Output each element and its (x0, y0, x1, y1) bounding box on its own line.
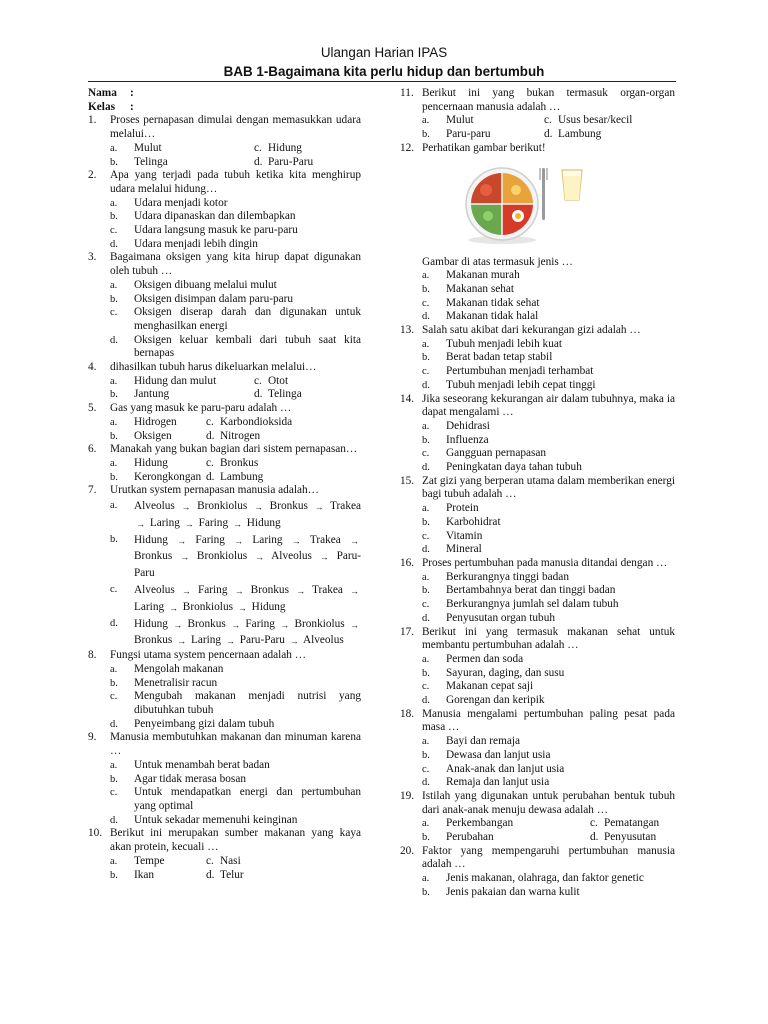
arrow-right-icon: → (232, 518, 242, 529)
option-d[interactable]: d. Makanan tidak halal (422, 310, 539, 323)
question-7 (88, 484, 361, 649)
class-colon: : (130, 100, 134, 113)
question-18 (400, 708, 675, 790)
option-c[interactable]: c. Anak-anak dan lanjut usia (422, 762, 565, 775)
question-stem: dihasilkan tubuh harus dikeluarkan melalui… (110, 361, 317, 374)
question-stem: Istilah yang digunakan untuk perubahan bentuk tubuh dari anak-anak menuju dewasa adalah … (422, 789, 675, 816)
option-a[interactable]: a. Berkurangnya tinggi badan (422, 570, 569, 583)
sequence-item: Alveolus (134, 500, 175, 513)
question-5 (88, 402, 361, 443)
question-stem: Proses pertumbuhan pada manusia ditandai dengan … (422, 556, 668, 569)
question-number: 18. (400, 707, 415, 720)
arrow-right-icon: → (234, 535, 244, 546)
arrow-right-icon: → (231, 619, 241, 630)
sequence-item: Faring (197, 584, 228, 597)
class-label: Kelas (88, 100, 115, 113)
option-c[interactable]: c. Makanan cepat saji (422, 680, 534, 693)
sequence-item: Hidung (251, 600, 286, 613)
question-number: 12. (400, 141, 415, 154)
question-stem: Berikut ini yang termasuk makanan sehat untuk membantu pertumbuhan adalah … (422, 625, 675, 652)
option-d[interactable]: d. Tubuh menjadi lebih cepat tinggi (422, 378, 596, 391)
question-number: 15. (400, 474, 415, 487)
question-4 (88, 361, 361, 402)
option-b[interactable]: b. Oksigen (110, 429, 172, 442)
question-stem: Jika seseorang kekurangan air dalam tubuhnya, maka ia dapat mengalami … (422, 392, 675, 419)
sequence-item: Bronkus (134, 634, 173, 647)
question-stem: Berikut ini yang bukan termasuk organ-organ pencernaan manusia adalah … (422, 87, 675, 113)
question-number: 6. (88, 443, 97, 456)
option-c[interactable]: c. Makanan tidak sehat (422, 296, 540, 309)
option-c[interactable]: c. Udara langsung masuk ke paru-paru (110, 224, 298, 237)
question-20 (400, 845, 675, 900)
question-stem: Manusia membutuhkan makanan dan minuman karena … (110, 731, 361, 758)
option-c[interactable]: c. Alveolus → Faring → Bronkus → Trakea → Laring → Bronkiolus → Hidung (110, 582, 361, 616)
option-b[interactable]: b. Jantung (110, 388, 170, 401)
option-a[interactable]: a. Permen dan soda (422, 652, 524, 665)
right-column (400, 87, 675, 900)
option-c[interactable]: c. Otot (254, 374, 289, 387)
name-field[interactable] (88, 87, 361, 101)
option-a[interactable]: a. Hidrogen (110, 415, 177, 428)
sequence-item: Laring (149, 516, 180, 529)
option-d[interactable]: d. Oksigen keluar kembali dari tubuh saat kita bernapas (110, 333, 361, 360)
option-d[interactable]: d. Hidung → Bronkus → Faring → Bronkiolus → Bronkus → Laring → Paru-Paru → Alveolus (110, 616, 361, 650)
question-number: 19. (400, 789, 415, 802)
sequence-item: Bronkiolus (196, 550, 248, 563)
option-d[interactable]: d. Nitrogen (206, 429, 261, 442)
question-stem: Faktor yang mempengaruhi pertumbuhan manusia adalah … (422, 844, 675, 871)
question-11 (400, 87, 675, 142)
option-a[interactable]: a. Mulut (110, 141, 162, 154)
option-a[interactable]: a. Udara menjadi kotor (110, 196, 228, 209)
option-b[interactable]: b. Bertambahnya berat dan tinggi badan (422, 584, 616, 597)
sequence-item: Laring (252, 533, 283, 546)
option-d[interactable]: d. Penyusutan (590, 831, 657, 844)
option-d[interactable]: d. Paru-Paru (254, 155, 314, 168)
question-2 (88, 169, 361, 251)
sequence-item: Faring (195, 533, 225, 546)
option-b[interactable]: b. Karbohidrat (422, 515, 501, 528)
arrow-right-icon: → (350, 619, 359, 630)
sequence-item: Bronkus (187, 617, 226, 630)
arrow-right-icon: → (225, 636, 235, 647)
question-number: 13. (400, 324, 415, 337)
question-number: 8. (88, 649, 97, 662)
arrow-right-icon: → (350, 586, 360, 597)
question-16 (400, 557, 675, 626)
option-a[interactable]: a. Jenis makanan, olahraga, dan faktor genetic (422, 872, 644, 885)
option-d[interactable]: d. Untuk sekadar memenuhi keinginan (110, 813, 298, 826)
option-b[interactable]: b. Kerongkongan (110, 470, 202, 483)
option-b[interactable]: b. Influenza (422, 433, 489, 446)
option-c[interactable]: c. Oksigen diserap darah dan digunakan untuk menghasilkan energi (110, 306, 361, 332)
question-stem: Gas yang masuk ke paru-paru adalah … (110, 402, 292, 415)
arrow-right-icon: → (350, 535, 360, 546)
question-19 (400, 790, 675, 845)
sequence-item: Paru-Paru (134, 550, 362, 580)
arrow-right-icon: → (314, 502, 324, 513)
option-a[interactable]: a. Untuk menambah berat badan (110, 758, 270, 771)
header-divider (88, 81, 676, 82)
question-number: 11. (400, 87, 414, 99)
class-field[interactable] (88, 101, 361, 115)
sequence-item: Faring (198, 516, 229, 529)
question-15 (400, 475, 675, 557)
option-b[interactable]: b. Dewasa dan lanjut usia (422, 748, 551, 761)
sequence-item: Alveolus (134, 584, 175, 597)
question-number: 9. (88, 731, 97, 744)
option-a[interactable]: a. Hidung (110, 456, 168, 469)
sequence-item: Hidung (246, 516, 281, 529)
arrow-right-icon: → (280, 619, 290, 630)
option-c[interactable]: c. Nasi (206, 854, 241, 867)
option-a[interactable]: a. Mulut (422, 114, 474, 127)
option-a[interactable]: a. Mengolah makanan (110, 662, 224, 675)
arrow-right-icon: → (184, 518, 194, 529)
question-stem: Bagaimana oksigen yang kita hirup dapat digunakan oleh tubuh … (110, 251, 361, 278)
question-9 (88, 731, 361, 827)
question-number: 3. (88, 251, 97, 264)
sequence-item: Hidung (134, 617, 168, 630)
sequence-item: Bronkus (250, 584, 289, 597)
question-stem: Urutkan system pernapasan manusia adalah… (110, 484, 319, 497)
sequence-item: Bronkus (134, 550, 173, 563)
option-d[interactable]: d. Mineral (422, 543, 482, 556)
question-17 (400, 626, 675, 708)
sequence-item: Bronkiolus (294, 617, 345, 630)
question-number: 4. (88, 361, 97, 374)
arrow-right-icon: → (296, 586, 306, 597)
question-stem: Salah satu akibat dari kekurangan gizi adalah … (422, 324, 641, 337)
page-subtitle: BAB 1-Bagaimana kita perlu hidup dan bertumbuh (223, 64, 545, 79)
option-c[interactable]: c. Vitamin (422, 529, 483, 542)
option-d[interactable]: d. Gorengan dan keripik (422, 694, 545, 707)
question-stem: Proses pernapasan dimulai dengan memasukkan udara melalui… (110, 114, 361, 141)
name-colon: : (130, 87, 134, 99)
food-plate-image (422, 156, 675, 248)
option-b[interactable]: b. Sayuran, daging, dan susu (422, 666, 565, 679)
arrow-right-icon: → (253, 502, 263, 513)
question-14 (400, 393, 675, 475)
sequence-item: Laring (134, 600, 165, 613)
sequence-item: Trakea (311, 584, 343, 597)
question-3 (88, 251, 361, 361)
question-number: 2. (88, 169, 97, 182)
question-number: 14. (400, 392, 415, 405)
question-stem-2: Gambar di atas termasuk jenis … (422, 255, 573, 268)
question-number: 7. (88, 484, 97, 497)
option-c[interactable]: c. Bronkus (206, 456, 259, 469)
arrow-right-icon: → (168, 602, 178, 613)
question-6 (88, 443, 361, 484)
question-stem: Manusia mengalami pertumbuhan paling pesat pada masa … (422, 707, 675, 734)
arrow-right-icon: → (237, 602, 247, 613)
option-a[interactable]: a. Tempe (110, 854, 165, 867)
option-b[interactable]: b. Oksigen disimpan dalam paru-paru (110, 292, 294, 305)
question-number: 20. (400, 844, 415, 857)
arrow-right-icon: → (181, 502, 191, 513)
sequence-item: Trakea (330, 500, 362, 513)
option-b[interactable]: b. Menetralisir racun (110, 676, 218, 689)
option-b[interactable]: b. Agar tidak merasa bosan (110, 772, 246, 785)
option-c[interactable]: c. Karbondioksida (206, 415, 293, 428)
sequence-item: Alveolus (271, 550, 312, 563)
option-a[interactable]: a. Hidung dan mulut (110, 374, 217, 387)
option-d[interactable]: d. Penyusutan organ tubuh (422, 611, 555, 624)
option-a[interactable]: a. Oksigen dibuang melalui mulut (110, 278, 277, 291)
sequence-item: Paru-Paru (239, 634, 285, 647)
name-label: Nama (88, 87, 117, 99)
option-b[interactable]: b. Jenis pakaian dan warna kulit (422, 885, 580, 898)
question-stem: Perhatikan gambar berikut! (422, 141, 546, 154)
question-number: 1. (88, 114, 97, 127)
question-number: 16. (400, 556, 415, 569)
arrow-right-icon: → (319, 552, 329, 563)
option-b[interactable]: b. Ikan (110, 868, 155, 881)
option-b[interactable]: b. Berat badan tetap stabil (422, 351, 553, 364)
option-b[interactable]: b. Hidung → Faring → Laring → Trakea → Bronkus → Bronkiolus → Alveolus → Paru-Paru (110, 533, 362, 580)
arrow-right-icon: → (177, 636, 187, 647)
question-1 (88, 114, 361, 169)
option-c[interactable]: c. Gangguan pernapasan (422, 447, 547, 460)
option-c[interactable]: c. Usus besar/kecil (544, 114, 633, 127)
sequence-item: Bronkiolus (182, 600, 233, 613)
question-stem: Apa yang terjadi pada tubuh ketika kita menghirup udara melalui hidung… (110, 169, 361, 195)
left-column (88, 87, 361, 882)
option-d[interactable]: d. Telinga (254, 388, 302, 401)
option-a[interactable]: a. Protein (422, 502, 479, 515)
question-number: 5. (88, 402, 97, 415)
option-b[interactable]: b. Udara dipanaskan dan dilembapkan (110, 210, 296, 223)
sequence-item: Alveolus (302, 634, 344, 647)
arrow-right-icon: → (234, 586, 244, 597)
arrow-right-icon: → (254, 552, 264, 563)
option-d[interactable]: d. Telur (206, 868, 244, 881)
option-c[interactable]: c. Pertumbuhan menjadi terhambat (422, 365, 594, 378)
option-d[interactable]: d. Peningkatan daya tahan tubuh (422, 461, 582, 474)
option-c[interactable]: c. Hidung (254, 141, 302, 154)
option-d[interactable]: d. Penyeimbang gizi dalam tubuh (110, 717, 275, 730)
arrow-right-icon: → (180, 552, 190, 563)
option-b[interactable]: b. Telinga (110, 155, 168, 168)
sequence-item: Trakea (309, 533, 341, 546)
option-a[interactable]: a. Bayi dan remaja (422, 735, 521, 748)
question-number: 10. (88, 827, 103, 840)
question-12 (400, 142, 675, 324)
option-a[interactable]: a. Dehidrasi (422, 419, 490, 432)
arrow-right-icon: → (291, 535, 301, 546)
sequence-item: Hidung (134, 533, 168, 546)
option-d[interactable]: d. Lambung (206, 470, 264, 483)
option-d[interactable]: d. Udara menjadi lebih dingin (110, 237, 258, 250)
option-d[interactable]: d. Remaja dan lanjut usia (422, 776, 550, 789)
option-b[interactable]: b. Makanan sehat (422, 282, 515, 295)
option-a[interactable]: a. Tubuh menjadi lebih kuat (422, 337, 562, 350)
sequence-item: Bronkus (269, 500, 308, 513)
arrow-right-icon: → (173, 619, 183, 630)
question-8 (88, 649, 361, 731)
healthy-plate-illustration (458, 160, 588, 246)
question-stem: Fungsi utama system pencernaan adalah … (110, 649, 307, 662)
question-number: 17. (400, 625, 415, 638)
option-d[interactable]: d. Lambung (544, 128, 602, 141)
option-c[interactable]: c. Pematangan (590, 817, 660, 830)
question-stem: Berikut ini merupakan sumber makanan yang kaya akan protein, kecuali … (110, 827, 361, 854)
question-13 (400, 324, 675, 393)
option-a[interactable]: a. Alveolus → Bronkiolus → Bronkus → Trakea → Laring → Faring → Hidung (110, 498, 361, 532)
option-c[interactable]: c. Berkurangnya jumlah sel dalam tubuh (422, 598, 619, 611)
page-title: Ulangan Harian IPAS (320, 45, 448, 60)
option-c[interactable]: c. Mengubah makanan menjadi nutrisi yang dibutuhkan tubuh (110, 690, 361, 717)
sequence-item: Bronkiolus (197, 500, 248, 513)
question-stem: Zat gizi yang berperan utama dalam memberikan energi bagi tubuh adalah … (422, 474, 675, 501)
sequence-item: Faring (245, 617, 275, 630)
option-b[interactable]: b. Paru-paru (422, 128, 491, 141)
sequence-item: Laring (190, 634, 222, 647)
question-stem: Manakah yang bukan bagian dari sistem pernapasan… (110, 443, 358, 456)
page-header (0, 43, 768, 81)
arrow-right-icon: → (289, 636, 299, 647)
option-b[interactable]: b. Perubahan (422, 831, 494, 844)
option-a[interactable]: a. Makanan murah (422, 269, 520, 282)
option-c[interactable]: c. Untuk mendapatkan energi dan pertumbuhan yang optimal (110, 786, 361, 812)
option-a[interactable]: a. Perkembangan (422, 817, 514, 830)
arrow-right-icon: → (181, 586, 191, 597)
arrow-right-icon: → (177, 535, 187, 546)
arrow-right-icon: → (136, 518, 145, 529)
question-10 (88, 827, 361, 882)
